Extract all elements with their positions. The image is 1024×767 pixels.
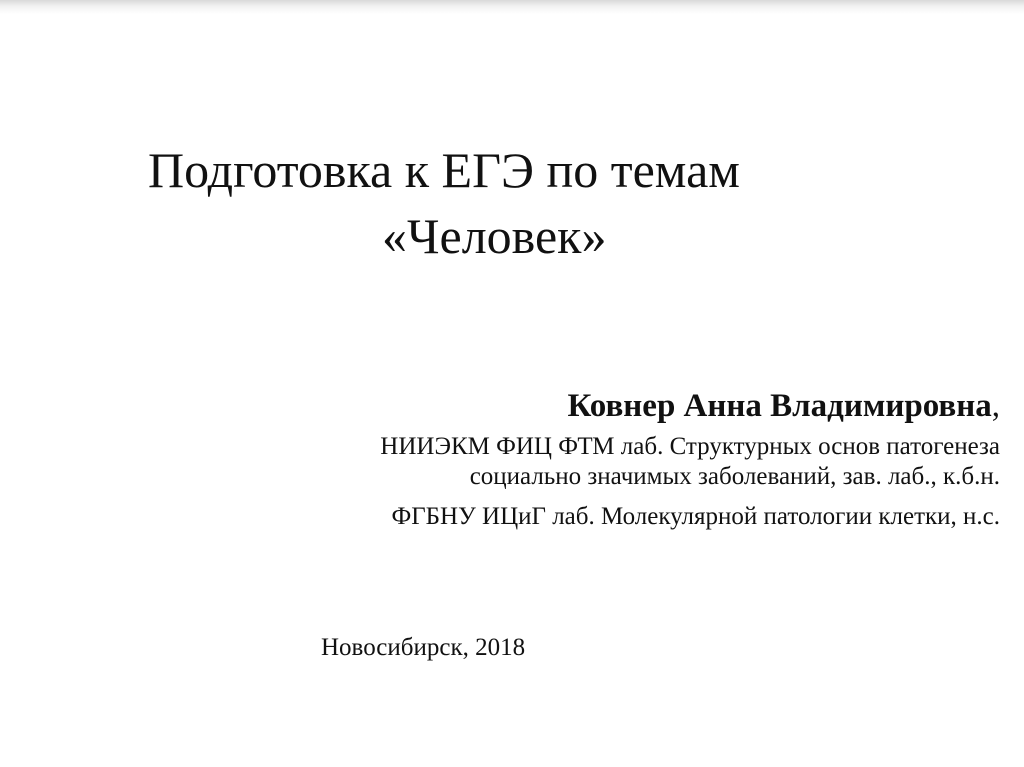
slide-title-line-2: «Человек» — [382, 208, 607, 264]
author-block — [240, 384, 1000, 532]
affiliation-line-1: НИИЭКМ ФИЦ ФТМ лаб. Структурных основ патогенеза — [380, 433, 1000, 460]
top-edge-shadow — [0, 0, 1024, 14]
author-name-comma: , — [991, 388, 1000, 424]
affiliation-line-2: социально значимых заболеваний, зав. лаб., к.б.н. — [469, 463, 1000, 490]
place-and-year: Новосибирск, 2018 — [321, 634, 526, 661]
author-name-line — [240, 384, 1000, 428]
author-name: Ковнер Анна Владимировна — [567, 388, 992, 424]
slide-title-line-1: Подготовка к ЕГЭ по темам — [148, 142, 740, 198]
affiliation-line-3: ФГБНУ ИЦиГ лаб. Молекулярной патологии клетки, н.с. — [391, 503, 1000, 530]
